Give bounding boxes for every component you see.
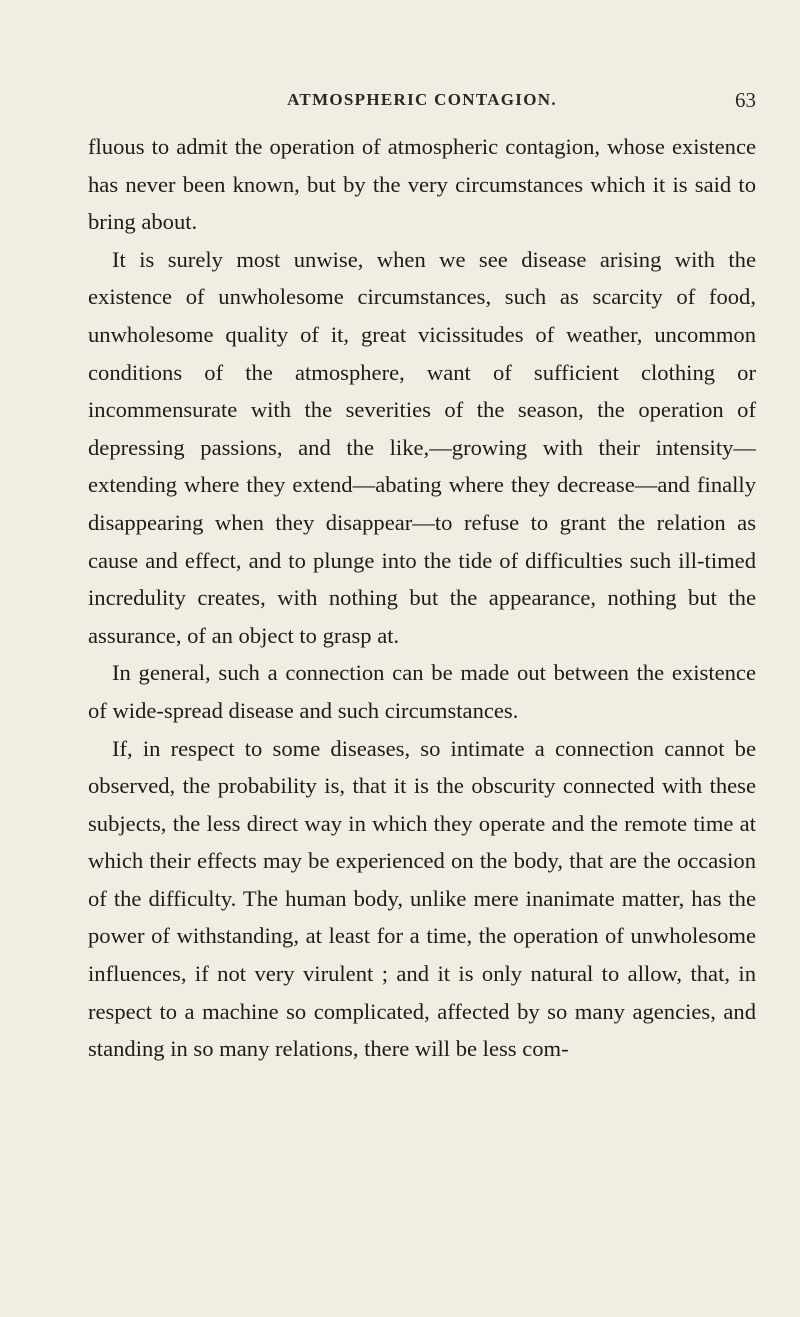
paragraph-continuation: fluous to admit the operation of atmospheric contagion, whose existence has never been known, but by the very circumstances which it is said to bring about. [88, 134, 756, 235]
running-head [88, 88, 756, 116]
paragraph: In general, such a connection can be made out between the existence of wide-spread disease and such circumstances. [88, 660, 756, 723]
body-text [88, 128, 756, 1068]
running-title: ATMOSPHERIC CONTAGION. [287, 90, 557, 109]
paragraph: If, in respect to some diseases, so intimate a connection cannot be observed, the probability is, that it is the obscurity connected with these subjects, the less direct way in which they operate and the remote time at which their effects may be experienced on the body, that are the occasion of the difficulty. The human body, unlike mere inanimate matter, has the power of withstanding, at least for a time, the operation of unwholesome influences, if not very virulent ; and it is only natural to allow, that, in respect to a machine so complicated, affected by so many agencies, and standing in so many relations, there will be less com- [88, 735, 756, 1062]
paragraph: It is surely most unwise, when we see disease arising with the existence of unwholesome circumstances, such as scarcity of food, unwholesome quality of it, great vicissitudes of weather, uncommon conditions of the atmosphere, want of sufficient clothing or incommensurate with the severities of the season, the operation of depressing passions, and the like,—growing with their intensity—extending where they extend—abating where they decrease—and finally disappearing when they disappear—to refuse to grant the relation as cause and effect, and to plunge into the tide of difficulties such ill-timed incredulity creates, with nothing but the appearance, nothing but the assurance, of an object to grasp at. [88, 246, 756, 648]
page-number: 63 [735, 88, 756, 112]
